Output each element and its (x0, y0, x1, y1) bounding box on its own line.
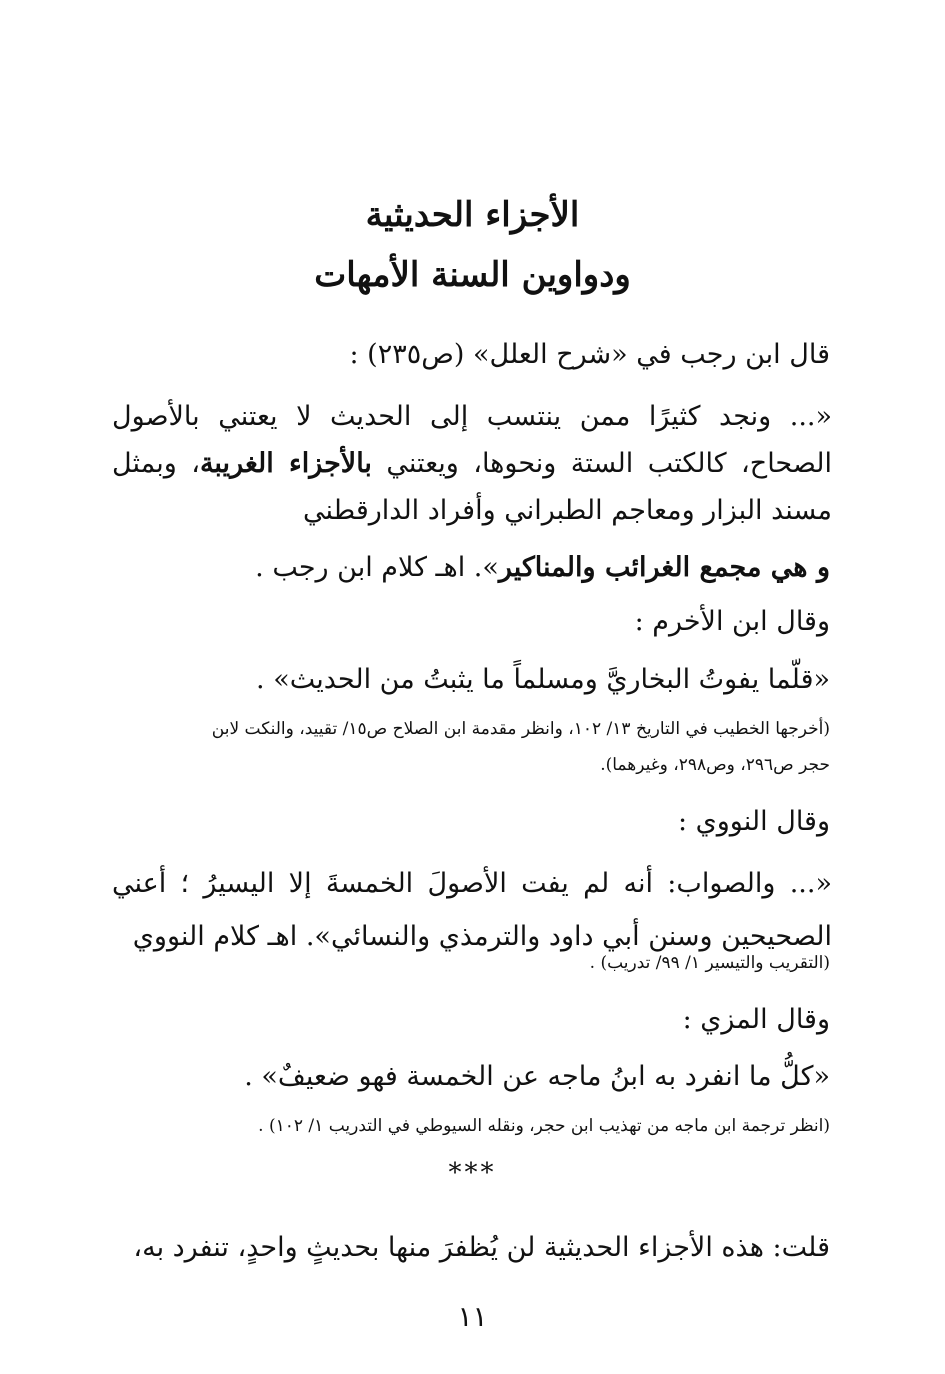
quote-text-part-1: «... ونجد كثيرًا ممن ينتسب إلى الحديث لا يعتني بالأصول الصحاح، كالكتب الستة ونحوها، ويعتني (112, 401, 832, 479)
footnote-1-line-1: (أخرجها الخطيب في التاريخ ١٣/ ١٠٢، وانظر مقدمة ابن الصلاح ص١٥/ تقييد، والنكت لابن (211, 719, 830, 739)
quote-bold-ending: و هي مجمع الغرائب والمناكير (498, 552, 830, 583)
section-separator: *** (448, 1158, 497, 1188)
footnote-1-line-2: حجر ص٢٩٦، وص٢٩٨، وغيرهما). (600, 755, 830, 775)
paragraph-nawawi-quote: «... والصواب: أنه لم يفت الأصولَ الخمسةَ إلا اليسيرُ ؛ أعني الصحيحين وسنن أبي داود والترمذي والنسائي». اهـ كلام النووي (112, 868, 832, 952)
footnote-2: (التقريب والتيسير ١/ ٩٩/ تدريب) . (589, 953, 830, 973)
quote-bold-phrase: بالأجزاء الغريبة (199, 448, 372, 479)
chapter-title-line-1: الأجزاء الحديثية (365, 195, 580, 235)
paragraph-ibn-rajab-quote (112, 393, 832, 534)
paragraph-mizzi-quote: «كلُّ ما انفرد به ابنُ ماجه عن الخمسة فهو ضعيفٌ» . (244, 1061, 830, 1092)
paragraph-author-note: قلت: هذه الأجزاء الحديثية لن يُظفرَ منها بحديثٍ واحدٍ، تنفرد به، (133, 1232, 830, 1263)
paragraph-ibn-akhram-intro: وقال ابن الأخرم : (634, 606, 830, 637)
footnote-3: (انظر ترجمة ابن ماجه من تهذيب ابن حجر، ونقله السيوطي في التدريب ١/ ١٠٢) . (258, 1116, 830, 1136)
paragraph-ibn-akhram-quote: «قلّما يفوتُ البخاريَّ ومسلماً ما يثبتُ من الحديث» . (256, 664, 830, 695)
quote-text-part-2: ، وبمثل مسند البزار ومعاجم الطبراني وأفراد الدارقطني (112, 448, 832, 526)
page-number: ١١ (457, 1300, 488, 1333)
chapter-title-line-2: ودواوين السنة الأمهات (314, 255, 631, 295)
paragraph-ibn-rajab-intro: قال ابن رجب في «شرح العلل» (ص٢٣٥) : (349, 339, 830, 370)
paragraph-mizzi-intro: وقال المزي : (682, 1004, 830, 1035)
paragraph-ibn-rajab-end (112, 548, 830, 588)
paragraph-nawawi-intro: وقال النووي : (677, 806, 830, 837)
quote-attribution: ». اهـ كلام ابن رجب . (255, 552, 499, 583)
